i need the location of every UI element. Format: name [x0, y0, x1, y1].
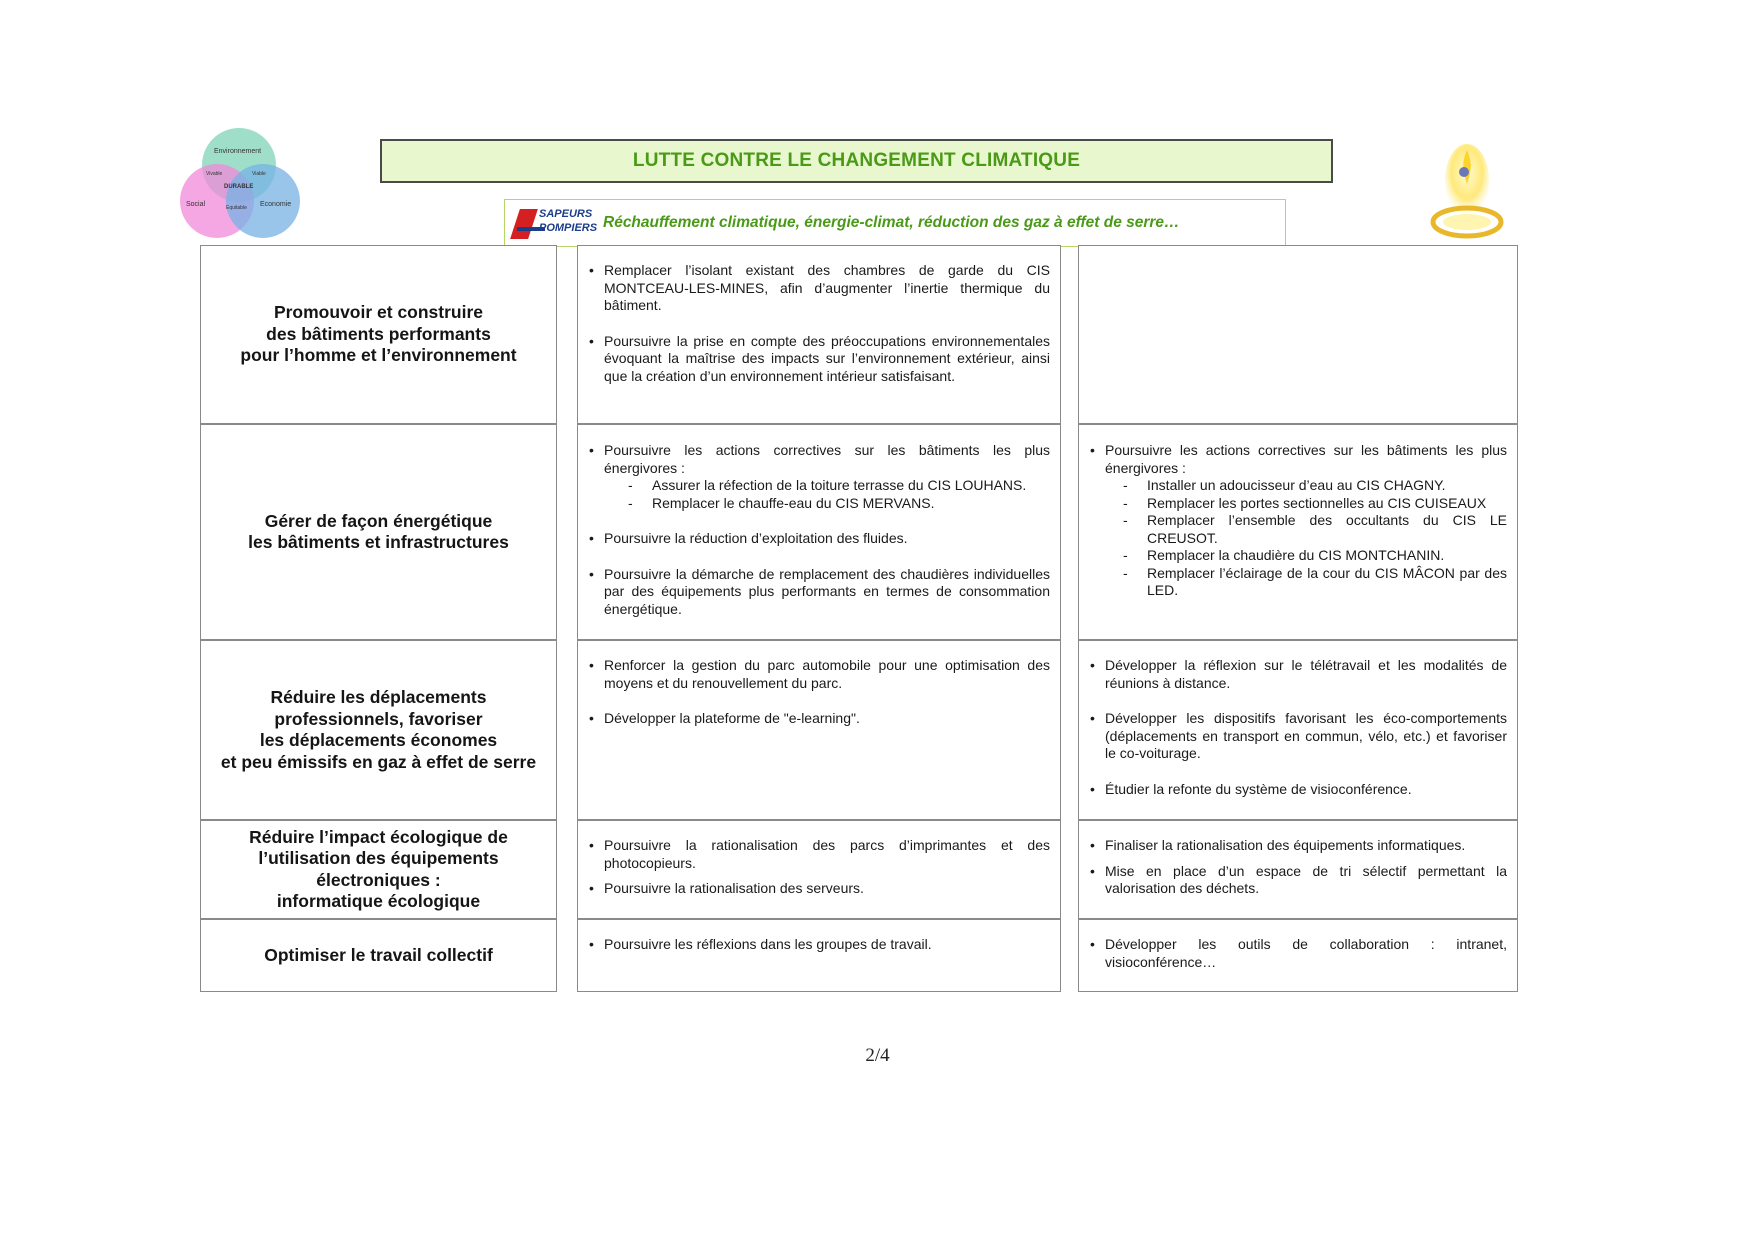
subtitle: Réchauffement climatique, énergie-climat, réduction des gaz à effet de serre… [603, 214, 1180, 231]
sub-list-item: - Installer un adoucisseur d’eau au CIS CHAGNY. [1147, 477, 1507, 495]
sub-list-item: - Remplacer les portes sectionnelles au CIS CUISEAUX [1147, 495, 1507, 513]
page-title: LUTTE CONTRE LE CHANGEMENT CLIMATIQUE [632, 150, 1081, 171]
list-item: • Remplacer l’isolant existant des chambres de garde du CIS MONTCEAU-LES-MINES, afin d’augmenter l’inertie thermique du bâtiment. [604, 262, 1050, 315]
actions-cell [577, 919, 1061, 992]
objective-text: Gérer de façon énergétique les bâtiments et infrastructures [248, 510, 509, 552]
list-item: • Développer la réflexion sur le télétravail et les modalités de réunions à distance. [1105, 657, 1507, 692]
list-item-text: Poursuivre les actions correctives sur les bâtiments les plus énergivores : [604, 442, 1050, 476]
sub-list-item: - Assurer la réfection de la toiture terrasse du CIS LOUHANS. [652, 477, 1050, 495]
actions-cell [577, 245, 1061, 424]
sub-list-item: - Remplacer l’ensemble des occultants du CIS LE CREUSOT. [1147, 512, 1507, 547]
list-item [1105, 442, 1507, 600]
list-item: • Poursuivre la rationalisation des parcs d’imprimantes et des photocopieurs. [604, 837, 1050, 872]
sapeurs-pompiers-logo [509, 203, 598, 243]
venn-label-economy: Economie [260, 201, 292, 208]
objective-text: Réduire l’impact écologique de l’utilisation des équipements électroniques : informatique écologique [249, 826, 508, 911]
list-item-text: Poursuivre les actions correctives sur les bâtiments les plus énergivores : [1105, 442, 1507, 476]
list-item: • Étudier la refonte du système de visioconférence. [1105, 781, 1507, 799]
objective-text: Réduire les déplacements professionnels, favoriser les déplacements économes et peu émissifs en gaz à effet de serre [220, 687, 537, 772]
list-item: • Poursuivre la démarche de remplacement des chaudières individuelles par des équipements plus performants en termes de consommation énergétique. [604, 566, 1050, 619]
list-item [604, 442, 1050, 512]
venn-label-environment: Environnement [214, 148, 262, 155]
page-number: 2/4 [865, 1045, 890, 1066]
actions-cell [577, 424, 1061, 640]
list-item: • Renforcer la gestion du parc automobile pour une optimisation des moyens et du renouvellement du parc. [604, 657, 1050, 692]
list-item: • Développer la plateforme de "e-learning". [604, 710, 1050, 728]
actions-cell [1078, 820, 1518, 919]
actions-cell [1078, 919, 1518, 992]
logo-text-line-2: POMPIERS [539, 222, 598, 234]
list-item: • Poursuivre la réduction d’exploitation des fluides. [604, 530, 1050, 548]
venn-label-vivable: Vivable [206, 171, 223, 177]
objective-cell [200, 919, 557, 992]
actions-cell [577, 820, 1061, 919]
list-item: • Poursuivre la prise en compte des préoccupations environnementales évoquant la maîtrise des impacts sur l’environnement extérieur, ainsi que la création d’un environnement intérieur satisfaisant. [604, 333, 1050, 386]
list-item: • Développer les outils de collaboration : intranet, visioconférence… [1105, 936, 1507, 971]
actions-cell-empty [1078, 245, 1518, 424]
objective-cell [200, 820, 557, 919]
venn-logo [180, 128, 305, 238]
flame-emblem-icon [1430, 140, 1505, 245]
venn-label-equitable: Equitable [226, 205, 247, 211]
list-item: • Finaliser la rationalisation des équipements informatiques. [1105, 837, 1507, 855]
list-item: • Développer les dispositifs favorisant les éco-comportements (déplacements en transport en commun, vélo, etc.) et favoriser le co-voiturage. [1105, 710, 1507, 763]
list-item: • Poursuivre les réflexions dans les groupes de travail. [604, 936, 1050, 954]
venn-label-durable: DURABLE [224, 184, 254, 190]
venn-label-social: Social [186, 201, 206, 208]
objective-cell [200, 424, 557, 640]
objective-text: Promouvoir et construire des bâtiments performants pour l’homme et l’environnement [240, 302, 517, 366]
objective-text: Optimiser le travail collectif [264, 944, 493, 965]
venn-label-viable: Viable [252, 171, 266, 177]
sub-list-item: - Remplacer l’éclairage de la cour du CIS MÂCON par des LED. [1147, 565, 1507, 600]
list-item: • Poursuivre la rationalisation des serveurs. [604, 880, 1050, 898]
subtitle-banner [504, 199, 1286, 247]
logo-text-line-1: SAPEURS [539, 208, 593, 220]
objective-cell [200, 245, 557, 424]
sub-list-item: - Remplacer le chauffe-eau du CIS MERVANS. [652, 495, 1050, 513]
actions-cell [1078, 424, 1518, 640]
actions-cell [1078, 640, 1518, 820]
sub-list-item: - Remplacer la chaudière du CIS MONTCHANIN. [1147, 547, 1507, 565]
actions-cell [577, 640, 1061, 820]
title-banner [380, 139, 1333, 183]
list-item: • Mise en place d’un espace de tri sélectif permettant la valorisation des déchets. [1105, 863, 1507, 898]
objective-cell [200, 640, 557, 820]
